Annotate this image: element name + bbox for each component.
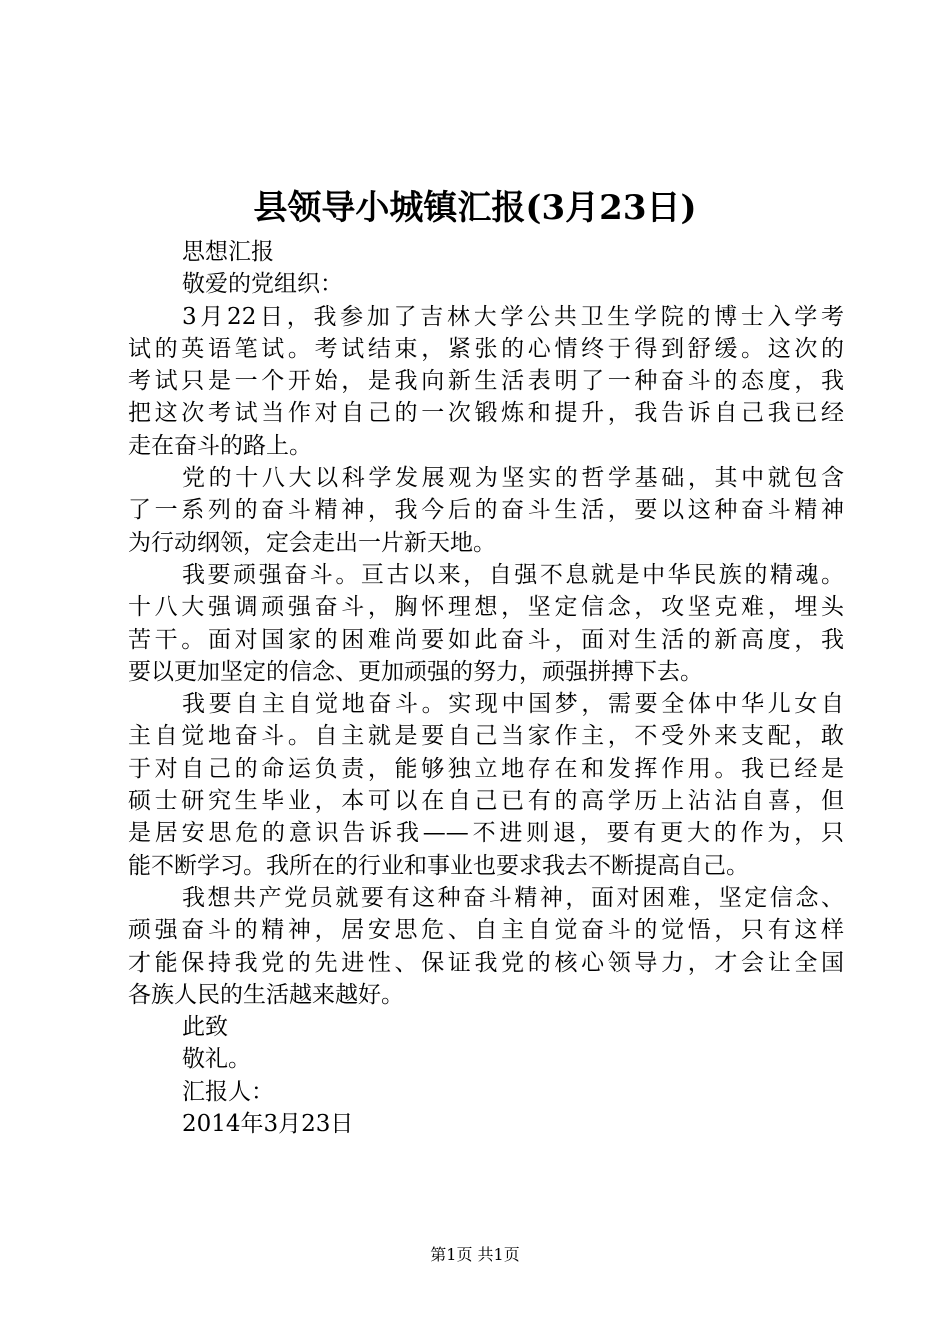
paragraph-line: 十八大强调顽强奋斗，胸怀理想，坚定信念，攻坚克难，埋头 bbox=[128, 594, 844, 621]
document-title: 县领导小城镇汇报(3月23日) bbox=[253, 188, 697, 228]
paragraph-line: 了一系列的奋斗精神，我今后的奋斗生活，要以这种奋斗精神 bbox=[128, 497, 844, 524]
paragraph-line: 党的十八大以科学发展观为坚实的哲学基础，其中就包含 bbox=[182, 465, 844, 492]
paragraph-line: 我要自主自觉地奋斗。实现中国梦，需要全体中华儿女自 bbox=[182, 691, 844, 718]
paragraph-line: 为行动纲领，定会走出一片新天地。 bbox=[128, 529, 496, 556]
document-body bbox=[128, 236, 844, 1140]
paragraph-line: 我要顽强奋斗。亘古以来，自强不息就是中华民族的精魂。 bbox=[182, 561, 844, 588]
paragraph-line: 苦干。面对国家的困难尚要如此奋斗，面对生活的新高度，我 bbox=[128, 626, 844, 653]
paragraph-line: 顽强奋斗的精神，居安思危、自主自觉奋斗的觉悟，只有这样 bbox=[128, 917, 844, 944]
paragraph-line: 把这次考试当作对自己的一次锻炼和提升，我告诉自己我已经 bbox=[128, 400, 844, 427]
paragraph-line: 走在奋斗的路上。 bbox=[128, 432, 312, 459]
paragraph-line: 考试只是一个开始，是我向新生活表明了一种奋斗的态度，我 bbox=[128, 368, 844, 395]
paragraph-line: 能不断学习。我所在的行业和事业也要求我去不断提高自己。 bbox=[128, 852, 749, 879]
salutation-label: 思想汇报 bbox=[182, 239, 274, 265]
paragraph-line: 才能保持我党的先进性、保证我党的核心领导力，才会让全国 bbox=[128, 949, 844, 976]
paragraph-line: 于对自己的命运负责，能够独立地存在和发挥作用。我已经是 bbox=[128, 755, 844, 782]
paragraph-line: 主自觉地奋斗。自主就是要自己当家作主，不受外来支配，敢 bbox=[128, 723, 844, 750]
paragraph-line: 3月22日，我参加了吉林大学公共卫生学院的博士入学考 bbox=[182, 303, 844, 330]
paragraph-line: 要以更加坚定的信念、更加顽强的努力，顽强拼搏下去。 bbox=[128, 658, 703, 685]
report-date: 2014年3月23日 bbox=[182, 1111, 354, 1138]
paragraph-line: 各族人民的生活越来越好。 bbox=[128, 981, 404, 1008]
paragraph-line: 试的英语笔试。考试结束，紧张的心情终于得到舒缓。这次的 bbox=[128, 335, 844, 362]
closing-line: 此致 bbox=[182, 1014, 228, 1041]
closing-salute: 敬礼。 bbox=[182, 1046, 251, 1073]
paragraph-line: 是居安思危的意识告诉我——不进则退，要有更大的作为，只 bbox=[128, 820, 844, 847]
greeting-line: 敬爱的党组织： bbox=[182, 271, 343, 298]
paragraph-line: 我想共产党员就要有这种奋斗精神，面对困难，坚定信念、 bbox=[182, 884, 844, 911]
paragraph-line: 硕士研究生毕业，本可以在自己已有的高学历上沾沾自喜，但 bbox=[128, 788, 844, 815]
page-footer: 第1页 共1页 bbox=[430, 1245, 520, 1264]
reporter-label: 汇报人： bbox=[182, 1078, 274, 1105]
